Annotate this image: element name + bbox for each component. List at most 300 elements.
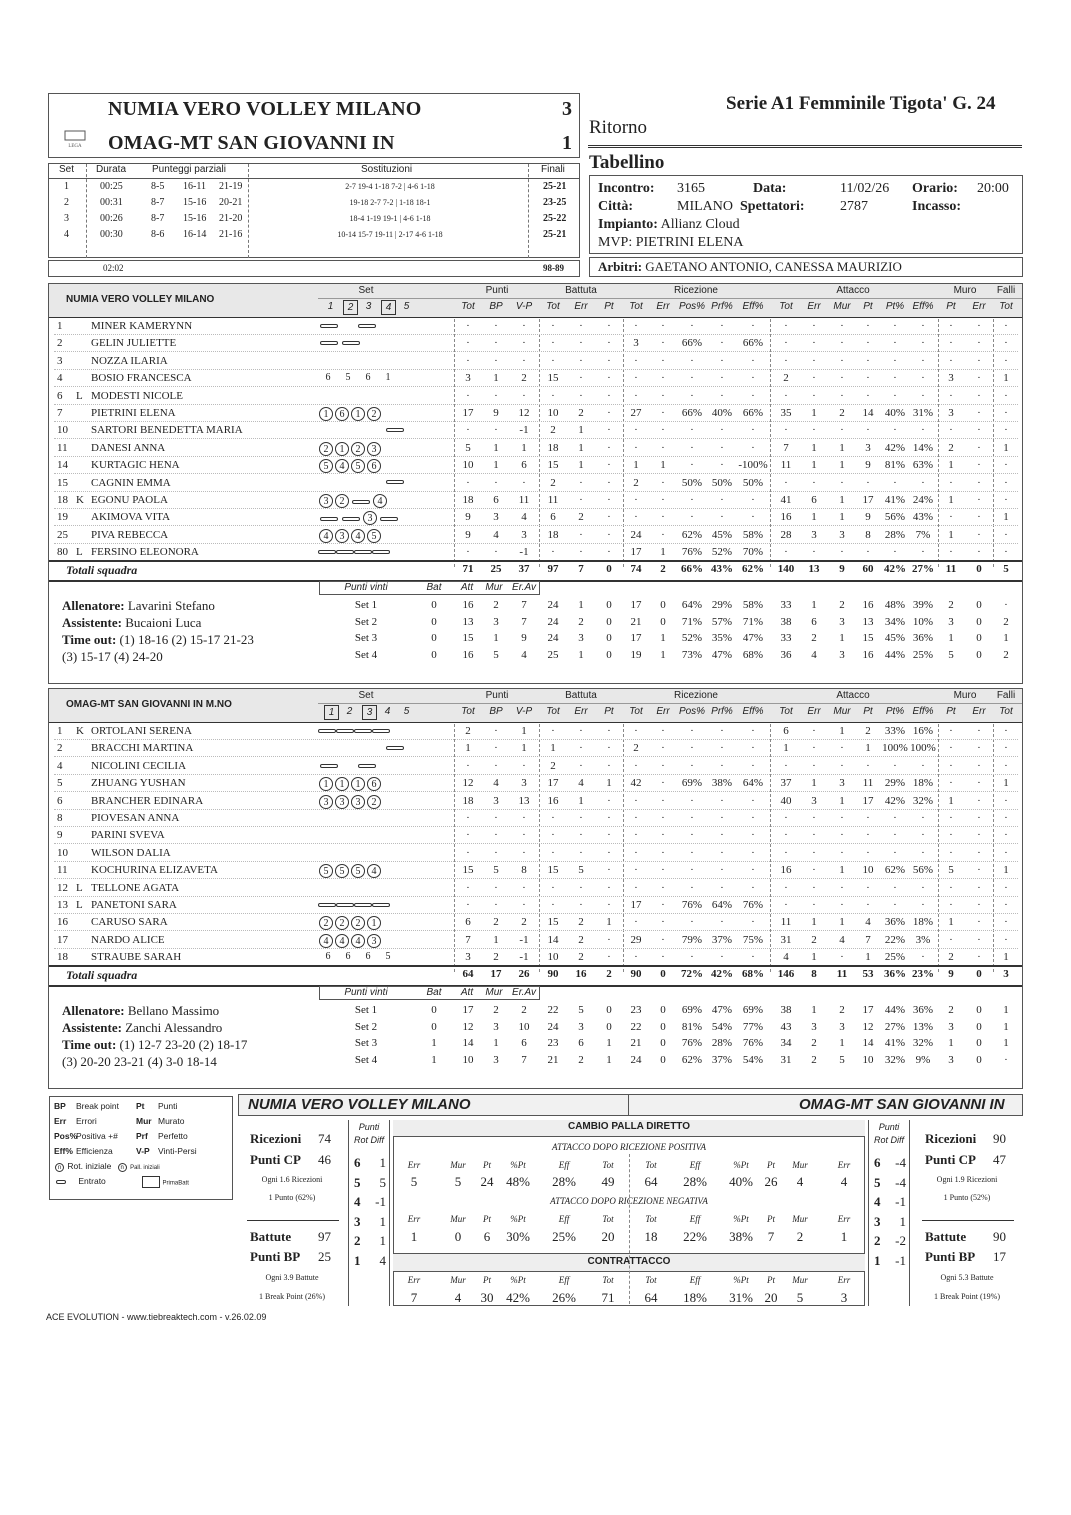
stat-cell: · [690,881,694,894]
stat-cell: · [812,337,816,350]
punti-cp-label: Punti CP [925,1152,976,1167]
stat-cell: · [921,337,925,350]
stat-cell: · [551,881,555,894]
legend-key: BP [54,1101,66,1111]
stat-cell: · [607,354,611,367]
stat-cell: · [949,742,953,755]
entered-mark [358,764,376,768]
col-head: Eff [689,1214,701,1224]
pall-circle-icon: n [118,1163,127,1172]
stat-cell: · [634,759,638,772]
stat-cell: 17 [862,494,874,506]
stat-cell: 1 [606,916,612,929]
stat-cell: · [690,441,694,454]
value-cell: 71 [601,1290,615,1305]
stat-cell: 31% [912,407,934,419]
tabellino-title: Tabellino [589,152,665,173]
column-head: Err [807,706,821,717]
set-stats-cell: 44% [884,648,906,661]
stat-cell: · [720,742,724,755]
stat-cell: 1 [865,742,871,755]
header-bottom-line [49,722,1022,723]
stat-cell: 1 [839,725,845,737]
stat-cell: 15 [462,864,474,877]
set-stats-cell: 2 [948,599,954,611]
stat-cell: · [661,794,665,807]
stat-cell: · [1004,494,1008,506]
row-divider [54,878,1018,879]
stat-cell: 40 [780,794,792,807]
starting-rotation-mark: 2 [367,795,381,809]
stat-cell: · [784,812,788,824]
stat-cell: · [893,320,897,332]
rotation-diff: -1 [895,1252,906,1268]
starting-rotation-mark: 1 [319,407,333,421]
stat-cell: · [977,725,981,737]
value-cell: 4 [454,1290,462,1305]
column-head: Pt% [885,706,905,717]
stat-cell: · [751,511,755,524]
stat-cell: · [494,337,498,350]
starting-rotation-mark: 4 [351,529,365,543]
entered-mark [386,428,404,432]
stat-cell: · [840,337,844,350]
player-number: 10 [57,846,68,859]
stat-cell: · [466,476,470,489]
stat-cell: · [812,389,816,402]
starting-rotation-mark: 5 [367,529,381,543]
player-name: PIOVESAN ANNA [91,812,180,824]
column-head: Tot [546,706,560,717]
stat-cell: · [784,389,788,402]
stat-cell: · [977,951,981,964]
stat-cell: · [751,389,755,402]
stat-cell: · [661,777,665,790]
entered-mark [372,903,390,907]
stat-cell: · [661,916,665,929]
stat-cell: 1 [578,424,584,437]
stat-cell: · [522,881,526,894]
stat-cell: · [522,389,526,402]
starting-rotation-mark: 2 [351,916,365,930]
stat-cell: 3 [811,794,817,807]
stat-cell: · [661,372,665,385]
stat-cell: 1 [521,441,527,454]
stat-cell: · [607,476,611,489]
set-stats-head: Er.Av [512,987,536,998]
stat-cell: 18 [547,441,559,454]
col-head: Err [407,1160,421,1170]
stat-cell: · [522,829,526,842]
battute-value: 90 [993,1229,1006,1244]
stat-cell: 1 [839,916,845,929]
home-score: 3 [562,98,572,120]
stat-cell: 11 [780,916,792,929]
totals-cell: 43% [711,563,733,575]
set-stats-cell: 5 [948,648,954,661]
stat-cell: 11 [518,494,530,506]
entered-icon [56,1180,66,1184]
stat-cell: · [551,829,555,842]
ricezioni-value: 74 [318,1131,331,1146]
stat-cell: · [661,742,665,755]
stat-cell: 63% [912,459,934,472]
rotation-number: 1 [874,1252,881,1268]
set-stats-cell: 7 [521,599,527,611]
stat-cell: 1 [550,742,556,755]
stat-cell: · [1004,846,1008,859]
stat-cell: · [661,829,665,842]
stat-cell: -1 [519,951,529,964]
set-stats-cell: 1 [948,632,954,644]
stat-cell: 66% [742,337,764,350]
stat-cell: 14 [547,933,559,946]
stat-cell: · [634,389,638,402]
set-stats-cell: Set 4 [354,648,378,661]
stat-cell: 22% [884,933,906,946]
stat-cell: · [522,812,526,824]
stat-cell: · [494,424,498,437]
starting-rotation-mark: 4 [373,494,387,508]
stat-cell: · [784,899,788,911]
set-stats-cell: 2 [811,1053,817,1066]
set-stats-cell: 0 [431,599,437,611]
legend-key: Err [54,1116,67,1126]
row-divider [54,543,1018,544]
stat-cell: · [661,494,665,506]
player-number: 2 [57,742,63,755]
rotation-diff: 5 [379,1174,386,1190]
home-team-name: NUMIA VERO VOLLEY MILANO [108,98,422,120]
impianto-row: Impianto: Allianz Cloud [598,217,740,232]
starting-rotation-mark: 4 [335,934,349,948]
row-divider [54,508,1018,509]
set-duration: 00:25 [100,181,123,192]
orario-label: Orario: [912,181,958,196]
totals-cell: 68% [742,968,764,980]
stat-cell: · [634,881,638,894]
set-stats-cell: 71% [681,615,703,628]
rotation-number: 6 [325,372,331,384]
totals-cell: 74 [630,563,642,575]
stat-cell: · [893,881,897,894]
row-divider [54,334,1018,335]
stat-cell: 3 [839,528,845,541]
stat-cell: · [551,354,555,367]
totals-cell: 140 [777,563,795,575]
set-stats-cell: 1 [839,1037,845,1049]
col-head: %Pt [510,1214,526,1224]
set-stats-cell: 1 [839,632,845,644]
entered-mark [342,517,360,521]
stat-cell: · [720,794,724,807]
set-stats-cell: 36% [912,632,934,644]
stat-cell: · [579,725,583,737]
set-stats-cell: 33 [780,599,792,611]
row-divider [54,456,1018,457]
col-head: Mur [792,1160,808,1170]
stat-cell: · [893,389,897,402]
set-stats-cell: 25% [912,648,934,661]
legend-desc: Break point [76,1101,119,1111]
row-divider [54,791,1018,792]
value-cell: 6 [483,1229,491,1244]
incasso-label: Incasso: [912,199,962,214]
rotation-number: 3 [874,1213,881,1229]
starting-rotation-mark: 6 [367,777,381,791]
stat-cell: · [840,476,844,489]
set-stats-cell: 1 [606,1053,612,1066]
stat-cell: 17 [862,794,874,807]
stat-cell: · [812,864,816,877]
player-role: L [76,899,83,911]
totals-cell: 9 [948,968,954,980]
player-name: ZHUANG YUSHAN [91,777,186,790]
stat-cell: · [921,759,925,772]
stat-cell: 15 [547,372,559,385]
punto-percent: 1 Punto (62%) [268,1193,316,1202]
totals-cell: 11 [836,968,848,980]
stat-cell: 29 [630,933,642,946]
stat-cell: · [751,441,755,454]
set-stats-cell: 47% [711,1004,733,1016]
stat-cell: · [751,759,755,772]
citta-label: Città: [598,199,633,214]
set-stats-cell: 0 [976,1004,982,1016]
player-number: 8 [57,812,63,824]
set-stats-cell: 45% [884,632,906,644]
stat-cell: · [949,777,953,790]
set-stats-cell: 10% [912,615,934,628]
timeout-row [62,632,254,648]
partial-2: 16-11 [183,181,206,192]
stat-cell: · [949,320,953,332]
set-stats-cell: 1 [493,632,499,644]
starting-rotation-mark: 1 [351,777,365,791]
column-head: Tot [546,301,560,312]
stat-cell: · [690,829,694,842]
player-number: 13 [57,899,68,911]
stat-cell: · [661,441,665,454]
set-stats-cell: 76% [742,1037,764,1049]
totals-cell: 26 [518,968,530,980]
player-name: MINER KAMERYNN [91,320,193,332]
stat-cell: · [720,372,724,385]
legend-desc: Errori [76,1116,97,1126]
column-head: Eff% [742,706,764,717]
set-stats-cell: 17 [630,632,642,644]
stat-cell: · [751,916,755,929]
player-role: L [76,881,83,894]
stat-cell: · [690,389,694,402]
stat-cell: · [921,424,925,437]
starting-rotation-mark: 1 [319,777,333,791]
player-name: EGONU PAOLA [91,494,168,506]
stat-cell: 100% [882,742,908,755]
set-stats-cell: 43 [780,1020,792,1033]
stat-cell: · [579,546,583,559]
stat-cell: · [949,725,953,737]
stat-cell: 41% [884,494,906,506]
stat-cell: · [522,320,526,332]
set-stats-cell: 10 [462,1053,474,1066]
column-group-1: Punti [485,285,509,296]
set-stats-cell: 3 [493,1020,499,1033]
stat-cell: · [1004,320,1008,332]
stat-cell: 28 [780,528,792,541]
row-divider [54,843,1018,844]
stat-cell: · [634,794,638,807]
stat-cell: · [977,777,981,790]
team-table-title: OMAG-MT SAN GIOVANNI IN M.NO [66,699,232,710]
column-head: Err [574,706,588,717]
assistant-label: Assistente: [62,615,122,630]
rot-head-punti: Punti [358,1122,380,1132]
col-head: %Pt [733,1160,749,1170]
stat-cell: · [893,354,897,367]
col-head: Mur [792,1275,808,1285]
col-head: Tot [645,1214,657,1224]
stat-cell: · [893,546,897,559]
row-divider [54,826,1018,827]
stat-cell: · [720,759,724,772]
stat-cell: · [751,794,755,807]
set-stats-cell: 0 [606,648,612,661]
set-stats-cell: 17 [862,1004,874,1016]
column-group-6: Falli [996,690,1016,701]
stat-cell: · [866,424,870,437]
stat-cell: · [661,337,665,350]
stat-cell: 1 [521,725,527,737]
set-final: 25-21 [543,181,567,192]
stat-cell: · [866,476,870,489]
set-stats-cell: 24 [547,1020,559,1033]
stat-cell: · [720,916,724,929]
stat-cell: · [579,742,583,755]
totals-cell: 36% [884,968,906,980]
stat-cell: · [720,354,724,367]
set-stats-cell: 39% [912,599,934,611]
column-head: Eff% [912,706,934,717]
ricezioni-label: Ricezioni [250,1131,302,1146]
player-name: WILSON DALIA [91,846,171,859]
set-stats-cell: 1 [1003,632,1009,644]
stat-cell: · [812,759,816,772]
stat-cell: 56% [884,511,906,524]
column-head: Eff% [742,301,764,312]
column-head: Tot [999,706,1013,717]
value-cell: 1 [410,1229,418,1244]
player-role: L [76,389,83,402]
totals-cell: 62% [742,563,764,575]
stat-cell: 10 [547,407,559,419]
stat-cell: · [840,829,844,842]
stat-cell: 1 [839,794,845,807]
set-stats-cell: 3 [839,648,845,661]
starting-rotation-mark: 6 [335,407,349,421]
stat-cell: 14% [912,441,934,454]
punti-bp-value: 17 [993,1249,1006,1264]
stat-cell: · [607,812,611,824]
set-stats-cell: 1 [431,1053,437,1066]
battute-label: Battute [250,1229,292,1244]
col-head: Pt [767,1275,775,1285]
stat-cell: · [661,951,665,964]
value-cell: 64 [644,1174,658,1189]
row-divider [54,491,1018,492]
set-stats-cell: 0 [976,615,982,628]
entered-mark [320,341,338,345]
coach-label: Allenatore: [62,1003,125,1018]
column-group-4: Attacco [836,690,870,701]
starting-rotation-mark: 3 [319,795,333,809]
set-stats-cell: 36% [912,1004,934,1016]
cambio-title: CAMBIO PALLA DIRETTO [567,1121,691,1132]
entered-mark [386,480,404,484]
set-stats-cell: Set 2 [354,615,378,628]
player-name: PARINI SVEVA [91,829,165,842]
rotation-diff: 1 [379,1213,386,1229]
value-cell: 3 [840,1290,848,1305]
column-head: Pt [604,301,614,312]
stat-cell: · [840,951,844,964]
set-stats-cell: 69% [742,1004,764,1016]
player-name: AKIMOVA VITA [91,511,171,524]
col-head: %Pt [510,1275,526,1285]
set-column-mark: 4 [384,706,391,717]
rotation-number: 5 [354,1174,361,1190]
set-stats-cell: 0 [606,615,612,628]
stat-cell: · [866,320,870,332]
totals-cell: 2 [660,563,666,575]
value-cell: 24 [480,1174,494,1189]
stat-cell: 4 [783,951,789,964]
entered-mark [318,550,336,554]
stat-cell: · [840,389,844,402]
spettatori-value: 2787 [840,199,868,214]
stat-cell: 70% [742,546,764,559]
set-stats-cell: 71% [742,615,764,628]
stat-cell: · [720,459,724,472]
stat-cell: · [579,476,583,489]
stat-cell: 1 [811,459,817,472]
total-finals: 98-89 [543,263,564,273]
stat-cell: · [977,916,981,929]
stat-cell: 3 [948,407,954,419]
starting-rotation-mark: 2 [335,916,349,930]
set-stats-cell: 24 [547,615,559,628]
stat-cell: · [579,812,583,824]
stat-cell: 16 [547,794,559,807]
stat-cell: · [977,372,981,385]
set-stats-cell: 17 [630,599,642,611]
set-stats-cell: 6 [578,1037,584,1049]
stat-cell: · [607,829,611,842]
set-stats-cell: 2 [521,1004,527,1016]
col-head: Mur [792,1214,808,1224]
assistant-row [62,615,201,631]
player-number: 1 [57,320,63,332]
stat-cell: · [866,759,870,772]
stat-cell: · [634,864,638,877]
player-name: CAGNIN EMMA [91,476,171,489]
starting-rotation-mark: 2 [351,442,365,456]
set-number: 2 [64,197,69,208]
starting-rotation-mark: 2 [335,494,349,508]
rotation-diff: -2 [895,1233,906,1248]
player-number: 6 [57,389,63,402]
stat-cell: · [551,546,555,559]
